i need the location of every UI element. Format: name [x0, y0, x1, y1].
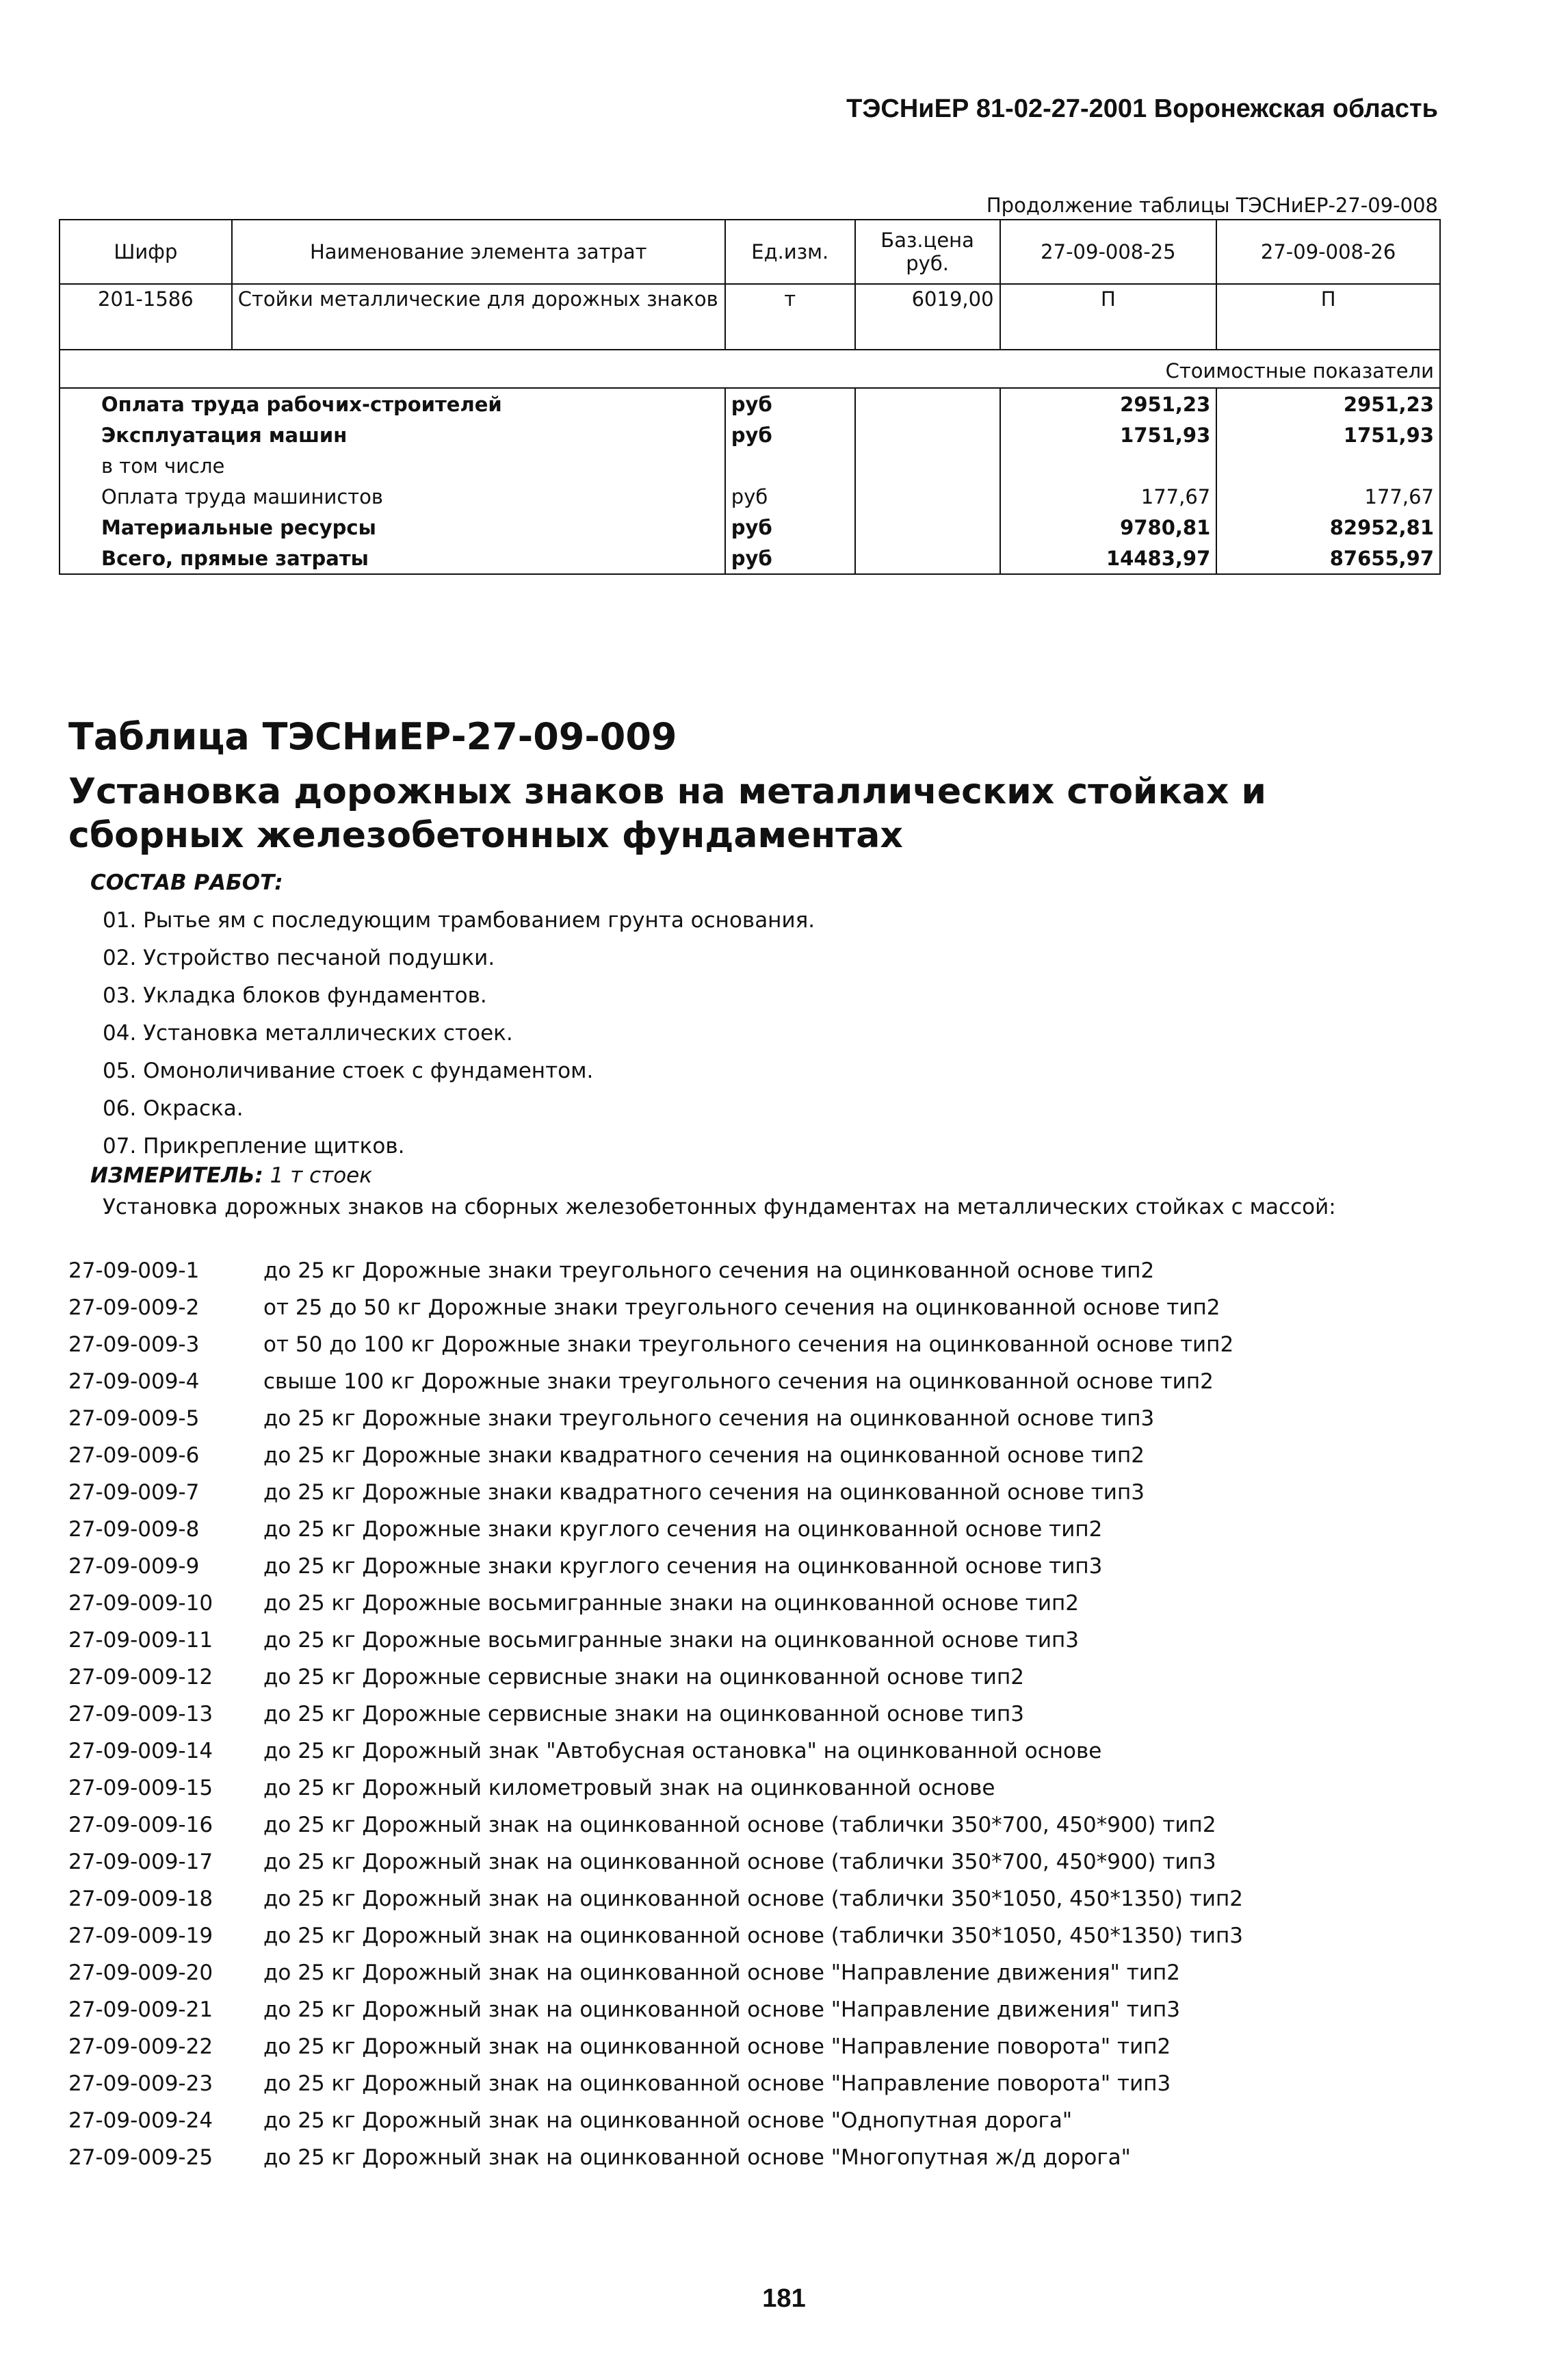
resource-price: 6019,00	[855, 284, 1000, 350]
indicator-name: Эксплуатация машин	[60, 419, 725, 450]
code-description: от 25 до 50 кг Дорожные знаки треугольного сечения на оцинкованной основе тип2	[263, 1295, 1220, 1320]
code-description: до 25 кг Дорожный знак на оцинкованной основе "Направление движения" тип2	[263, 1960, 1180, 1985]
indicator-name: Оплата труда рабочих-строителей	[60, 388, 725, 419]
code-row	[68, 2065, 1243, 2102]
code-row	[68, 1733, 1243, 1770]
column-header: Наименование элемента затрат	[232, 220, 725, 284]
continuation-caption: Продолжение таблицы ТЭСНиЕР-27-09-008	[986, 194, 1438, 217]
indicator-unit: руб	[725, 512, 855, 543]
column-header: Баз.цена руб.	[855, 220, 1000, 284]
code-number: 27-09-009-3	[68, 1332, 200, 1357]
resource-value: П	[1216, 284, 1440, 350]
code-description: до 25 кг Дорожные сервисные знаки на оцинкованной основе тип3	[263, 1702, 1024, 1726]
code-number: 27-09-009-12	[68, 1665, 213, 1690]
resource-unit: т	[725, 284, 855, 350]
code-number: 27-09-009-24	[68, 2108, 213, 2133]
code-row	[68, 1622, 1243, 1659]
indicator-value	[1000, 450, 1217, 481]
code-number: 27-09-009-4	[68, 1369, 200, 1394]
code-description: свыше 100 кг Дорожные знаки треугольного сечения на оцинкованной основе тип2	[263, 1369, 1214, 1394]
table-row	[60, 419, 1440, 450]
indicator-empty	[855, 481, 1000, 512]
code-row	[68, 1770, 1243, 1807]
code-description: до 25 кг Дорожные сервисные знаки на оцинкованной основе тип2	[263, 1665, 1024, 1690]
indicator-value: 1751,93	[1216, 419, 1440, 450]
page-number: 181	[762, 2284, 806, 2313]
resource-name: Стойки металлические для дорожных знаков	[232, 284, 725, 350]
code-description: до 25 кг Дорожные знаки круглого сечения на оцинкованной основе тип3	[263, 1554, 1103, 1579]
indicator-empty	[855, 388, 1000, 419]
code-number: 27-09-009-11	[68, 1628, 213, 1653]
indicator-value: 14483,97	[1000, 543, 1217, 574]
list-item: 07. Прикрепление щитков.	[103, 1134, 405, 1158]
code-number: 27-09-009-23	[68, 2071, 213, 2096]
code-description: до 25 кг Дорожный знак на оцинкованной основе (таблички 350*700, 450*900) тип2	[263, 1813, 1216, 1837]
code-description: до 25 кг Дорожные знаки треугольного сечения на оцинкованной основе тип2	[263, 1258, 1155, 1283]
code-description: до 25 кг Дорожный километровый знак на оцинкованной основе	[263, 1776, 995, 1800]
code-row	[68, 2139, 1243, 2176]
code-number: 27-09-009-15	[68, 1776, 213, 1800]
codes-intro: Установка дорожных знаков на сборных железобетонных фундаментах на металлических стойках с массой:	[103, 1195, 1336, 1219]
code-number: 27-09-009-22	[68, 2034, 213, 2059]
code-row	[68, 2102, 1243, 2139]
code-row	[68, 1511, 1243, 1548]
section-label: Стоимостные показатели	[60, 350, 1440, 388]
indicator-value: 177,67	[1000, 481, 1217, 512]
table-header-row	[60, 220, 1440, 284]
indicator-value: 9780,81	[1000, 512, 1217, 543]
code-number: 27-09-009-6	[68, 1443, 200, 1468]
table-row	[60, 388, 1440, 419]
table-row	[60, 543, 1440, 574]
indicator-value: 87655,97	[1216, 543, 1440, 574]
table-row	[60, 512, 1440, 543]
column-header: 27-09-008-25	[1000, 220, 1217, 284]
page-header: ТЭСНиЕР 81-02-27-2001 Воронежская область	[846, 94, 1438, 123]
code-number: 27-09-009-21	[68, 1997, 213, 2022]
code-number: 27-09-009-2	[68, 1295, 200, 1320]
code-number: 27-09-009-8	[68, 1517, 200, 1542]
code-number: 27-09-009-17	[68, 1850, 213, 1874]
code-description: от 50 до 100 кг Дорожные знаки треугольного сечения на оцинкованной основе тип2	[263, 1332, 1234, 1357]
code-row	[68, 1991, 1243, 2028]
column-header: Шифр	[60, 220, 232, 284]
indicator-value: 177,67	[1216, 481, 1440, 512]
indicator-value: 82952,81	[1216, 512, 1440, 543]
indicator-value: 2951,23	[1216, 388, 1440, 419]
resource-value: П	[1000, 284, 1217, 350]
indicator-empty	[855, 450, 1000, 481]
indicator-unit: руб	[725, 419, 855, 450]
indicator-value: 1751,93	[1000, 419, 1217, 450]
code-number: 27-09-009-19	[68, 1924, 213, 1948]
indicator-unit: руб	[725, 481, 855, 512]
indicator-empty	[855, 419, 1000, 450]
indicator-unit: руб	[725, 388, 855, 419]
code-number: 27-09-009-10	[68, 1591, 213, 1616]
work-composition-title: СОСТАВ РАБОТ:	[90, 870, 283, 895]
measure-line	[90, 1163, 372, 1188]
code-row	[68, 1252, 1243, 1289]
measure-label: ИЗМЕРИТЕЛЬ:	[90, 1163, 263, 1188]
code-number: 27-09-009-9	[68, 1554, 200, 1579]
code-description: до 25 кг Дорожный знак "Автобусная остановка" на оцинкованной основе	[263, 1739, 1102, 1763]
code-list	[68, 1252, 1243, 2176]
indicator-name: Всего, прямые затраты	[60, 543, 725, 574]
code-number: 27-09-009-18	[68, 1887, 213, 1911]
code-row	[68, 1474, 1243, 1511]
code-description: до 25 кг Дорожный знак на оцинкованной основе "Направление поворота" тип3	[263, 2071, 1171, 2096]
indicator-name: в том числе	[60, 450, 725, 481]
code-number: 27-09-009-13	[68, 1702, 213, 1726]
cost-table	[59, 219, 1441, 575]
code-row	[68, 1843, 1243, 1880]
code-description: до 25 кг Дорожный знак на оцинкованной основе (таблички 350*700, 450*900) тип3	[263, 1850, 1216, 1874]
code-description: до 25 кг Дорожный знак на оцинкованной основе (таблички 350*1050, 450*1350) тип3	[263, 1924, 1243, 1948]
code-description: до 25 кг Дорожный знак на оцинкованной основе "Направление движения" тип3	[263, 1997, 1180, 2022]
code-number: 27-09-009-25	[68, 2145, 213, 2170]
indicator-name: Материальные ресурсы	[60, 512, 725, 543]
code-description: до 25 кг Дорожный знак на оцинкованной основе "Многопутная ж/д дорога"	[263, 2145, 1131, 2170]
indicator-unit: руб	[725, 543, 855, 574]
code-row	[68, 1954, 1243, 1991]
list-item: 02. Устройство песчаной подушки.	[103, 946, 495, 970]
code-row	[68, 1880, 1243, 1917]
code-number: 27-09-009-7	[68, 1480, 200, 1505]
list-item: 01. Рытье ям с последующим трамбованием грунта основания.	[103, 908, 815, 933]
column-header: 27-09-008-26	[1216, 220, 1440, 284]
code-description: до 25 кг Дорожные знаки квадратного сечения на оцинкованной основе тип2	[263, 1443, 1145, 1468]
indicator-name: Оплата труда машинистов	[60, 481, 725, 512]
table-subtitle: Установка дорожных знаков на металлических стойках и сборных железобетонных фундаментах	[68, 771, 1266, 856]
table-row	[60, 481, 1440, 512]
code-number: 27-09-009-14	[68, 1739, 213, 1763]
code-description: до 25 кг Дорожные знаки квадратного сечения на оцинкованной основе тип3	[263, 1480, 1145, 1505]
code-description: до 25 кг Дорожный знак на оцинкованной основе (таблички 350*1050, 450*1350) тип2	[263, 1887, 1243, 1911]
code-description: до 25 кг Дорожные знаки круглого сечения на оцинкованной основе тип2	[263, 1517, 1103, 1542]
indicator-empty	[855, 543, 1000, 574]
code-number: 27-09-009-20	[68, 1960, 213, 1985]
list-item: 03. Укладка блоков фундаментов.	[103, 983, 487, 1008]
code-row	[68, 2028, 1243, 2065]
code-row	[68, 1437, 1243, 1474]
list-item: 04. Установка металлических стоек.	[103, 1021, 513, 1046]
code-row	[68, 1289, 1243, 1326]
code-row	[68, 1807, 1243, 1843]
code-row	[68, 1917, 1243, 1954]
list-item: 06. Окраска.	[103, 1096, 244, 1121]
code-description: до 25 кг Дорожный знак на оцинкованной основе "Однопутная дорога"	[263, 2108, 1073, 2133]
resource-code: 201-1586	[60, 284, 232, 350]
code-number: 27-09-009-16	[68, 1813, 213, 1837]
code-row	[68, 1400, 1243, 1437]
code-description: до 25 кг Дорожные знаки треугольного сечения на оцинкованной основе тип3	[263, 1406, 1155, 1431]
work-list	[103, 902, 815, 1165]
indicator-value: 2951,23	[1000, 388, 1217, 419]
code-number: 27-09-009-1	[68, 1258, 200, 1283]
column-header: Ед.изм.	[725, 220, 855, 284]
measure-value: 1 т стоек	[270, 1163, 372, 1188]
code-number: 27-09-009-5	[68, 1406, 200, 1431]
indicator-unit	[725, 450, 855, 481]
table-title: Таблица ТЭСНиЕР-27-09-009	[68, 715, 677, 758]
code-row	[68, 1326, 1243, 1363]
code-description: до 25 кг Дорожные восьмигранные знаки на оцинкованной основе тип2	[263, 1591, 1080, 1616]
table-row	[60, 450, 1440, 481]
code-description: до 25 кг Дорожный знак на оцинкованной основе "Направление поворота" тип2	[263, 2034, 1171, 2059]
indicator-value	[1216, 450, 1440, 481]
section-label-row	[60, 350, 1440, 388]
code-row	[68, 1548, 1243, 1585]
resource-row	[60, 284, 1440, 350]
code-row	[68, 1659, 1243, 1696]
indicator-empty	[855, 512, 1000, 543]
code-row	[68, 1696, 1243, 1733]
code-row	[68, 1585, 1243, 1622]
code-description: до 25 кг Дорожные восьмигранные знаки на оцинкованной основе тип3	[263, 1628, 1080, 1653]
code-row	[68, 1363, 1243, 1400]
list-item: 05. Омоноличивание стоек с фундаментом.	[103, 1059, 594, 1083]
